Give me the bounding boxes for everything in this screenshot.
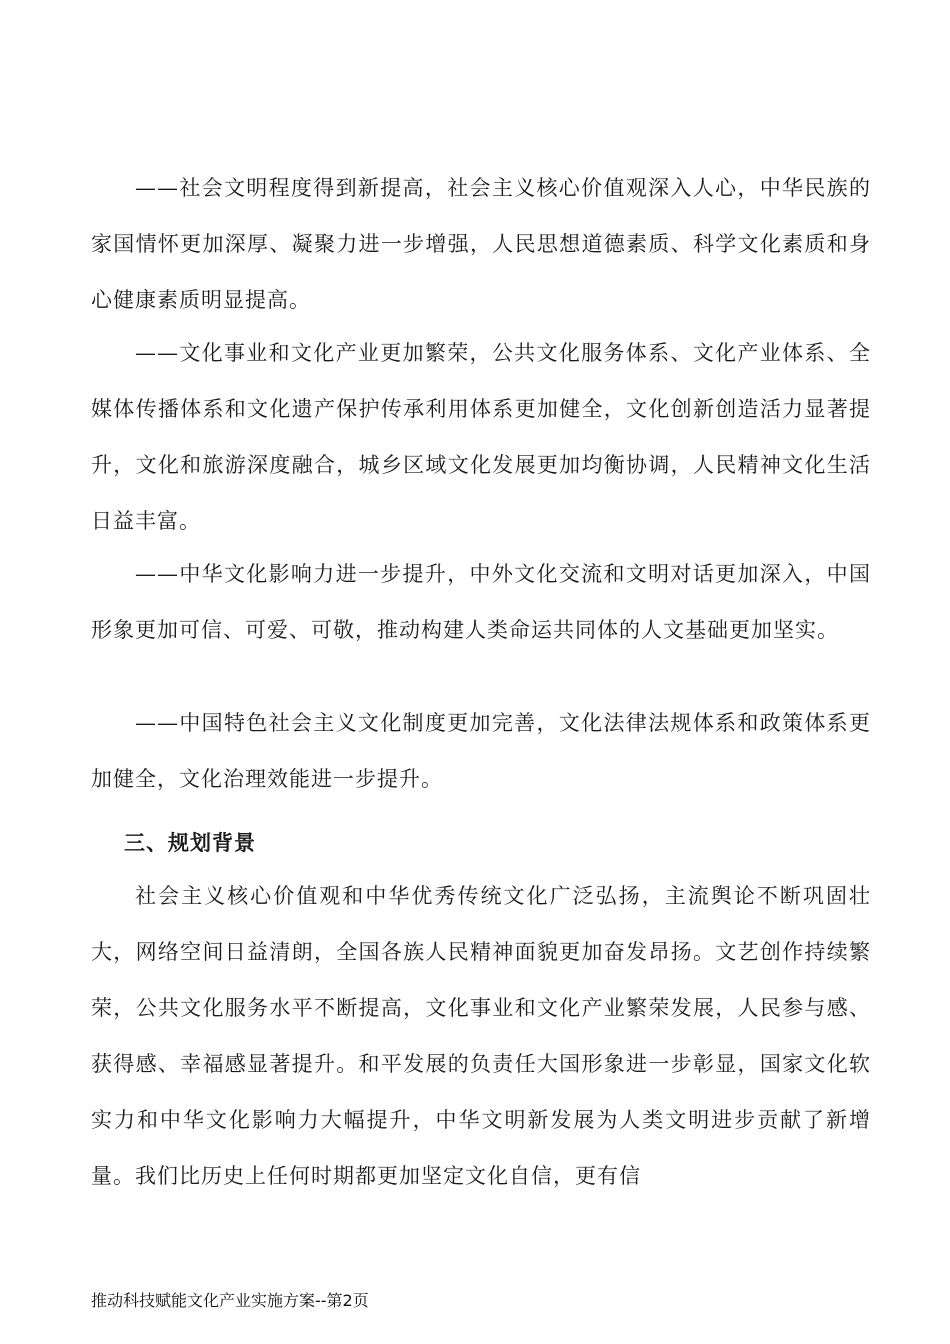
goal-paragraph-cultural-industry: ——文化事业和文化产业更加繁荣，公共文化服务体系、文化产业体系、全媒体传播体系和文化遗产保护传承利用体系更加健全，文化创新创造活力显著提升，文化和旅游深度融合，城乡区域文化发展更加均衡协调，人民精神文化生活日益丰富。 [91,341,871,533]
goal-paragraph-cultural-influence: ——中华文化影响力进一步提升，中外文化交流和文明对话更加深入，中国形象更加可信、可爱、可敬，推动构建人类命运共同体的人文基础更加坚实。 [91,562,871,642]
section-paragraph-background: 社会主义核心价值观和中华优秀传统文化广泛弘扬，主流舆论不断巩固壮大，网络空间日益清朗，全国各族人民精神面貌更加奋发昂扬。文艺创作持续繁荣，公共文化服务水平不断提高，文化事业和文化产业繁荣发展，人民参与感、获得感、幸福感显著提升。和平发展的负责任大国形象进一步彰显，国家文化软实力和中华文化影响力大幅提升，中华文明新发展为人类文明进步贡献了新增量。我们比历史上任何时期都更加坚定文化自信，更有信 [91,884,871,1188]
section-heading: 三、规划背景 [124,830,256,855]
goal-paragraph-social-civilization: ——社会文明程度得到新提高，社会主义核心价值观深入人心，中华民族的家国情怀更加深厚、凝聚力进一步增强，人民思想道德素质、科学文化素质和身心健康素质明显提高。 [91,176,871,312]
goal-paragraph-cultural-system: ——中国特色社会主义文化制度更加完善，文化法律法规体系和政策体系更加健全，文化治理效能进一步提升。 [91,711,871,791]
page-footer: 推动科技赋能文化产业实施方案--第2页 [91,1291,369,1310]
